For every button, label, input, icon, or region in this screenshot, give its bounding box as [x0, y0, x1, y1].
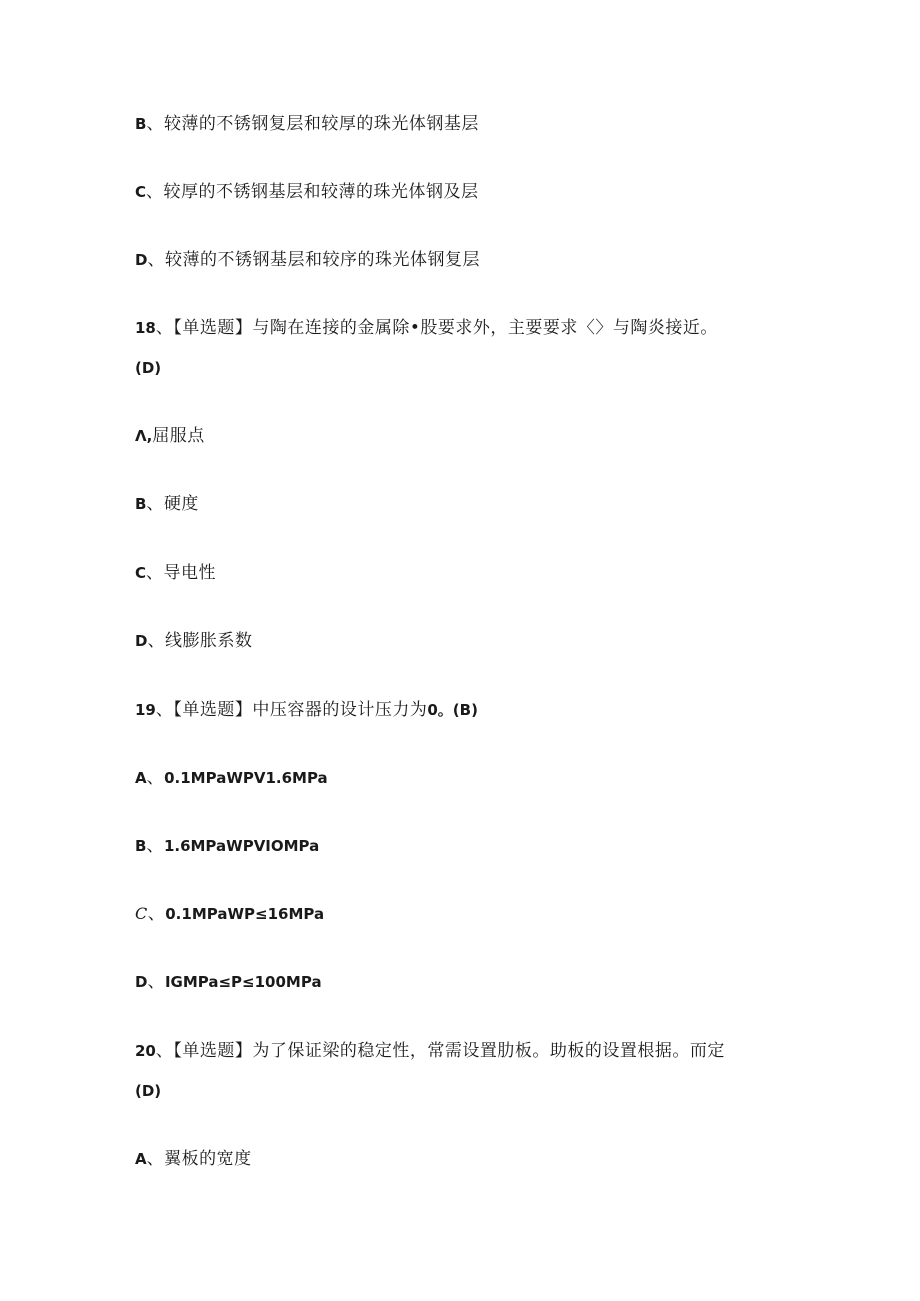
separator: 、 [146, 836, 164, 856]
separator: 、 [146, 114, 164, 134]
q17-option-c [135, 180, 479, 204]
q18-answer [135, 356, 161, 380]
option-text: 屈服点 [152, 426, 205, 446]
option-label: B [135, 495, 147, 513]
option-text: 较厚的不锈钢基层和较薄的珠光体钢及层 [163, 182, 479, 202]
option-text: 0.1MPaWP≤16MPa [165, 905, 325, 923]
option-text: 导电性 [163, 563, 217, 583]
q18-option-d [135, 629, 252, 653]
option-label: C [135, 183, 147, 201]
separator: 、 [146, 1149, 165, 1169]
q19-option-d [135, 970, 322, 994]
q20-option-a [135, 1147, 252, 1171]
q18-option-a [135, 424, 205, 448]
q19-option-a [135, 766, 328, 790]
q20-stem [135, 1039, 725, 1063]
q19-stem [135, 698, 478, 722]
separator: 、 [146, 768, 165, 788]
separator: 、 [147, 250, 165, 270]
option-text: 较薄的不锈钢复层和较厚的珠光体钢基层 [163, 114, 479, 134]
separator: 、 [146, 182, 164, 202]
option-label: D [135, 973, 148, 991]
question-text: 【单选题】中压容器的设计压力为 [173, 700, 428, 720]
q20-answer [135, 1079, 161, 1103]
separator: 、 [146, 563, 164, 583]
question-number: 18 [135, 319, 156, 337]
option-text: IGMPa≤P≤100MPa [164, 973, 322, 991]
option-label: D [135, 632, 148, 650]
q17-option-b [135, 112, 479, 136]
q18-stem [135, 316, 718, 340]
separator: 、 [155, 700, 174, 720]
separator: 、 [155, 318, 174, 338]
option-label: A [135, 769, 147, 787]
option-text: 硬度 [163, 494, 199, 514]
separator: 、 [147, 972, 165, 992]
option-label: A [135, 1150, 147, 1168]
separator: 、 [147, 904, 166, 924]
question-text: 【单选题】与陶在连接的金属除•股要求外，主要要求〈〉与陶炎接近。 [173, 318, 718, 338]
separator: 、 [146, 494, 164, 514]
question-number: 20 [135, 1042, 156, 1060]
option-label: Λ, [135, 427, 153, 445]
option-text: 0.1MPaWPV1.6MPa [164, 769, 328, 787]
question-suffix: 0。(B) [427, 701, 478, 719]
separator: 、 [147, 631, 165, 651]
question-text: 【单选题】为了保证梁的稳定性，常需设置肋板。助板的设置根据。而定 [173, 1041, 725, 1061]
option-label: C [135, 564, 147, 582]
q19-option-b [135, 834, 319, 858]
answer-key: (D) [135, 1082, 162, 1100]
question-number: 19 [135, 701, 156, 719]
q18-option-c [135, 561, 216, 585]
option-label: B [135, 115, 147, 133]
separator: 、 [155, 1041, 174, 1061]
q19-option-c [135, 902, 324, 926]
option-label: D [135, 251, 148, 269]
option-label: B [135, 837, 147, 855]
option-text: 1.6MPaWPVIOMPa [163, 837, 320, 855]
option-text: 线膨胀系数 [164, 631, 253, 651]
option-text: 较薄的不锈钢基层和较序的珠光体钢复层 [164, 250, 480, 270]
q18-option-b [135, 492, 199, 516]
option-text: 翼板的宽度 [164, 1149, 252, 1169]
answer-key: (D) [135, 359, 162, 377]
q17-option-d [135, 248, 480, 272]
option-label: C [135, 904, 148, 923]
